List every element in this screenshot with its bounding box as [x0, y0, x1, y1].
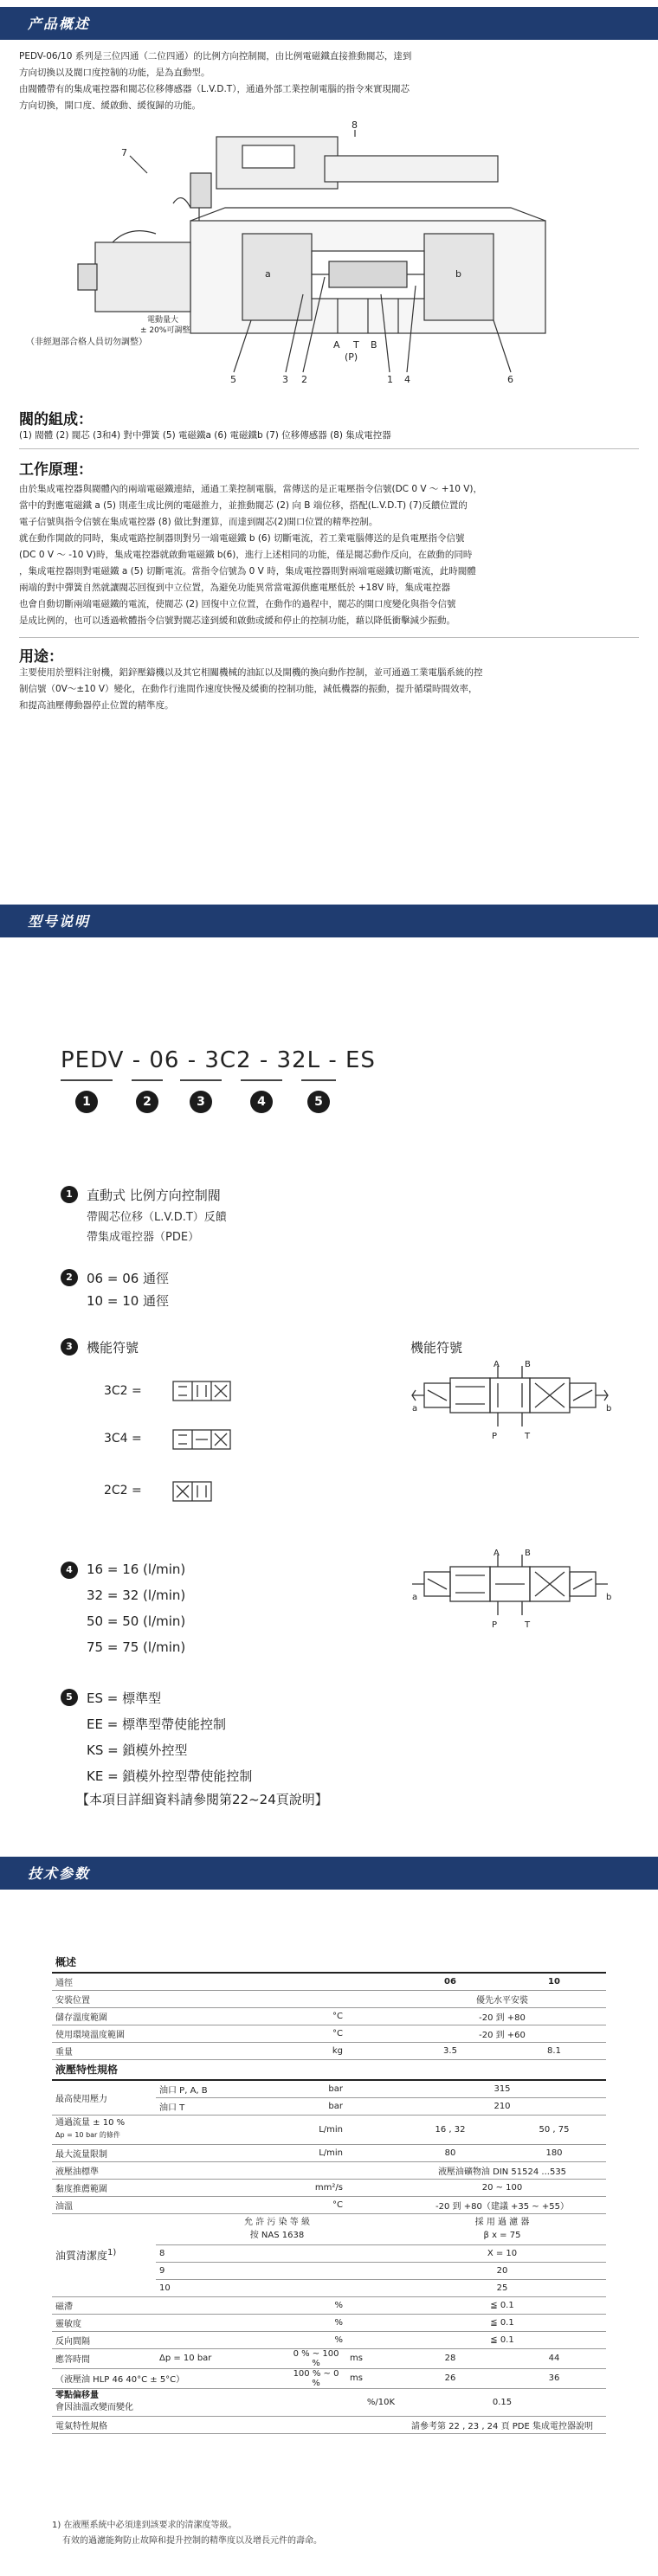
item1-sub: 帶集成電控器（PDE） — [87, 1231, 200, 1244]
diagram-label: a — [265, 268, 271, 280]
clean-head-line: 採 用 過 濾 器 — [474, 2218, 530, 2227]
item2-marker: 2 — [61, 1269, 78, 1286]
cell: 210 — [398, 2097, 606, 2115]
spec-row — [52, 2213, 606, 2244]
specs-banner — [0, 1857, 658, 1890]
divider — [19, 637, 639, 638]
overview-banner — [0, 7, 658, 40]
clean-head-line: 按 NAS 1638 — [249, 2231, 305, 2240]
diagram-label: 3 — [282, 374, 288, 385]
flow-option: 50 = 50 (l/min) — [87, 1613, 186, 1629]
item2-line: 06 = 06 通徑 — [87, 1271, 170, 1286]
valve-section-diagram — [26, 121, 632, 398]
marker-2: 2 — [136, 1091, 158, 1113]
diagram-label: b — [455, 268, 461, 280]
type-option: ES = 標準型 — [87, 1690, 162, 1706]
diagram-label: 6 — [507, 374, 513, 385]
symbol-code: 3C2 = — [104, 1384, 142, 1398]
diagram-note: （非經迴部合格人員切勿調整） — [26, 338, 147, 347]
port-label: a — [412, 1404, 418, 1414]
flow-option: 16 = 16 (l/min) — [87, 1562, 186, 1577]
clean-head-line: 允 許 污 染 等 級 — [244, 2218, 310, 2227]
spec-section — [52, 2059, 606, 2080]
port-label: a — [412, 1593, 418, 1602]
spec-section — [52, 1952, 606, 1973]
item3-title-right: 機能符號 — [410, 1340, 463, 1356]
type-option: KS = 鎖模外控型 — [87, 1742, 188, 1758]
principle-line: 是成比例的，也可以透過軟體指令信號對閥芯達到緩和啟動或緩和停止的控制功能，藉以降低衝擊減少振動。 — [19, 615, 455, 626]
sub-label: Δp = 10 bar — [156, 2348, 286, 2368]
principle-line: 就在動作開啟的同時，集成電路控制器則對另一端電磁鐵 b (6) 切斷電流，若工業電腦傳送的是負電壓指令信號 — [19, 533, 465, 544]
spec-row — [52, 2296, 606, 2314]
divider — [19, 448, 639, 449]
unit: bar — [286, 2097, 346, 2115]
cell: 20 ~ 100 — [398, 2179, 606, 2196]
row-label — [52, 2213, 156, 2296]
section-title: 概述 — [52, 1952, 606, 1973]
sub-label: 100 % ~ 0 % — [286, 2368, 346, 2388]
row-label: 應答時間 — [52, 2348, 156, 2368]
clean-head — [156, 2213, 398, 2244]
item3-title: 機能符號 — [87, 1340, 139, 1356]
row-label: 磁滯 — [52, 2296, 286, 2314]
spec-table — [52, 1952, 606, 2434]
row-label: 安裝位置 — [52, 1990, 156, 2007]
unit: kg — [286, 2042, 346, 2059]
cell: 9 — [156, 2262, 398, 2279]
unit: ms — [346, 2368, 398, 2388]
footnote: 有效的過濾能夠防止故障和提升控制的精準度以及增長元件的壽命。 — [62, 2536, 322, 2546]
diagram-callout: ± 20%可調整 — [140, 326, 190, 335]
cell: -20 到 +80（建議 +35 ~ +55） — [398, 2196, 606, 2213]
unit: L/min — [286, 2115, 346, 2144]
cell: 36 — [502, 2368, 606, 2388]
cell: -20 到 +60 — [398, 2025, 606, 2042]
row-label: 通徑 — [52, 1973, 156, 1990]
port-label: B — [525, 1360, 531, 1369]
diagram-label: 5 — [230, 374, 236, 385]
code-underline — [180, 1079, 222, 1081]
flow-option: 75 = 75 (l/min) — [87, 1639, 186, 1655]
diagram-label: 1 — [387, 374, 393, 385]
principle-title: 工作原理： — [19, 461, 93, 479]
port-label: b — [606, 1404, 612, 1414]
unit: % — [286, 2331, 346, 2348]
diagram-label: A — [333, 339, 340, 351]
clean-head — [398, 2213, 606, 2244]
cell: -20 到 +80 — [398, 2007, 606, 2025]
principle-line: 電子信號與指令信號在集成電控器 (8) 做比對運算，而達到閥芯(2)開口位置的精準控制。 — [19, 517, 378, 527]
cell: ≦ 0.1 — [398, 2314, 606, 2331]
function-symbol-2 — [398, 1548, 632, 1634]
type-note: 【本項目詳細資料請參閱第22~24頁說明】 — [76, 1792, 328, 1807]
sub-label: 油口 P, A, B — [156, 2080, 286, 2097]
cell: 26 — [398, 2368, 502, 2388]
cell: 0.15 — [398, 2388, 606, 2416]
cell: 10 — [156, 2279, 398, 2296]
spec-row — [52, 1973, 606, 1990]
cell: 8 — [156, 2244, 398, 2262]
cell: 10 — [502, 1973, 606, 1990]
intro-line: PEDV-06/10 系列是三位四通（二位四通）的比例方向控制閥，由比例電磁鐵直接推動閥芯，達到 — [19, 51, 412, 61]
spec-row — [52, 2196, 606, 2213]
section-title: 液壓特性規格 — [52, 2059, 606, 2080]
code-underline — [241, 1079, 282, 1081]
cell: 180 — [502, 2144, 606, 2161]
unit: °C — [286, 2196, 346, 2213]
item2-line: 10 = 10 通徑 — [87, 1293, 170, 1309]
usage-line: 制信號（0V～±10 V）變化，在動作行進間作速度快慢及緩衝的控制功能，減低機器的振動，提升循環時間效率， — [19, 684, 478, 694]
type-option: KE = 鎖模外控型帶使能控制 — [87, 1768, 253, 1784]
spec-row — [52, 2179, 606, 2196]
diagram-label: T — [353, 339, 359, 351]
principle-line: ，集成電控器則對電磁鐵 a (5) 切斷電流。當指令信號為 0 V 時，集成電控器則對兩端電磁鐵切斷電流，此時閥體 — [19, 566, 476, 576]
principle-text — [19, 481, 639, 629]
usage-line: 和提高油壓傳動器停止位置的精準度。 — [19, 700, 174, 711]
cell: 20 — [398, 2262, 606, 2279]
row-label: 油溫 — [52, 2196, 286, 2213]
flow-label: 通過流量 ± 10 % — [55, 2118, 126, 2128]
port-label: T — [525, 1620, 531, 1630]
principle-line: (DC 0 V ～ -10 V)時，集成電控器就啟動電磁鐵 b(6)，進行上述相同的功能，僅是閥芯動作反向，在啟動的同時 — [19, 550, 473, 560]
footnote: 1) 在液壓系統中必須達到該要求的清潔度等級。 — [52, 2521, 237, 2530]
row-label — [52, 2388, 286, 2416]
item5-marker: 5 — [61, 1689, 78, 1706]
cell: ≦ 0.1 — [398, 2296, 606, 2314]
item4-marker: 4 — [61, 1562, 78, 1579]
specs-title: 技术参数 — [28, 1865, 91, 1882]
unit: ms — [346, 2348, 398, 2368]
spec-row — [52, 2161, 606, 2179]
cell: 8.1 — [502, 2042, 606, 2059]
port-label: P — [492, 1432, 498, 1441]
usage-title: 用途： — [19, 648, 63, 666]
intro-line: 方向切換以及閥口度控制的功能，是為直動型。 — [19, 68, 210, 78]
model-code: PEDV - 06 - 3C2 - 32L - ES — [61, 1047, 376, 1073]
principle-line: 也會自動切斷兩端電磁鐵的電流，使閥芯 (2) 回復中立位置，在動作的過程中，閥芯的開口度變化與指令信號 — [19, 599, 456, 609]
principle-line: 兩端的對中彈簧自然就讓閥芯回復到中立位置，為避免功能異常當電源供應電壓低於 +18V 時，集成電控器 — [19, 583, 451, 593]
overview-title: 产品概述 — [28, 16, 91, 32]
spec-row — [52, 2388, 606, 2416]
unit: L/min — [286, 2144, 346, 2161]
code-underline — [301, 1079, 336, 1081]
diagram-label: (P) — [345, 351, 358, 363]
spec-row — [52, 2368, 606, 2388]
cell: 28 — [398, 2348, 502, 2368]
port-label: b — [606, 1593, 612, 1602]
unit: °C — [286, 2025, 346, 2042]
usage-text — [19, 665, 639, 714]
unit: % — [286, 2314, 346, 2331]
cell: ≦ 0.1 — [398, 2331, 606, 2348]
flow-label2: Δp = 10 bar 的條件 — [55, 2131, 120, 2139]
spec-row — [52, 2025, 606, 2042]
cell: 優先水平安裝 — [398, 1990, 606, 2007]
mini-symbols — [171, 1380, 241, 1510]
type-option: EE = 標準型帶使能控制 — [87, 1716, 227, 1732]
cell: 液壓油礦物油 DIN 51524 ...535 — [398, 2161, 606, 2179]
symbol-code: 3C4 = — [104, 1432, 142, 1446]
unit: bar — [286, 2080, 346, 2097]
row-label: 儲存溫度範圍 — [52, 2007, 156, 2025]
spec-row — [52, 2348, 606, 2368]
cell: 50 , 75 — [502, 2115, 606, 2144]
zero-label: 零點偏移量 — [55, 2391, 99, 2400]
intro-line: 由閥體帶有的集成電控器和閥芯位移傳感器（L.V.D.T），通過外部工業控制電腦的指令來實現閥芯 — [19, 84, 410, 94]
spec-row — [52, 1990, 606, 2007]
principle-line: 由於集成電控器與閥體內的兩端電磁鐵連結，通過工業控制電腦，當傳送的是正電壓指令信號(DC 0 V ～ +10 V)， — [19, 484, 483, 494]
sub-label: 0 % ~ 100 % — [286, 2348, 346, 2368]
composition-text: (1) 閥體 (2) 閥芯 (3和4) 對中彈簧 (5) 電磁鐵a (6) 電磁鐵b (7) 位移傳感器 (8) 集成電控器 — [19, 430, 391, 441]
spec-row — [52, 2042, 606, 2059]
cell: 44 — [502, 2348, 606, 2368]
item1-sub: 帶閥芯位移（L.V.D.T）反饋 — [87, 1211, 227, 1224]
cell: 315 — [398, 2080, 606, 2097]
spec-row — [52, 2007, 606, 2025]
row-label: 最高使用壓力 — [52, 2080, 156, 2115]
row-label: 使用環境溫度範圍 — [52, 2025, 156, 2042]
diagram-callout: 電動量大 — [147, 316, 179, 325]
row-label: 反向間隔 — [52, 2331, 286, 2348]
row-label: 靈敏度 — [52, 2314, 286, 2331]
marker-3: 3 — [190, 1091, 212, 1113]
cell: 25 — [398, 2279, 606, 2296]
item1-title: 直動式 比例方向控制閥 — [87, 1188, 221, 1203]
diagram-label: B — [371, 339, 377, 351]
code-underline — [61, 1079, 113, 1081]
port-label: B — [525, 1549, 531, 1558]
item3-marker: 3 — [61, 1338, 78, 1356]
diagram-label: 2 — [301, 374, 307, 385]
marker-1: 1 — [75, 1091, 98, 1113]
cell: 06 — [398, 1973, 502, 1990]
usage-line: 主要使用於塑料注射機，鋁鋅壓鑄機以及其它相關機械的油缸以及開機的換向動作控制，並可通過工業電腦系統的控 — [19, 667, 483, 678]
intro-line: 方向切換，開口度、緩啟動、緩復歸的功能。 — [19, 100, 201, 111]
cell: 請參考第 22 , 23 , 24 頁 PDE 集成電控器說明 — [398, 2416, 606, 2433]
clean-label: 油質清潔度 — [55, 2249, 108, 2262]
cell: 3.5 — [398, 2042, 502, 2059]
row-label — [52, 2115, 286, 2144]
unit: %/10K — [286, 2388, 398, 2416]
sub-label: 油口 T — [156, 2097, 286, 2115]
unit: °C — [286, 2007, 346, 2025]
clean-head-line: β x = 75 — [483, 2231, 521, 2240]
port-label: A — [494, 1549, 500, 1558]
cell: X = 10 — [398, 2244, 606, 2262]
code-underline — [132, 1079, 163, 1081]
model-banner — [0, 905, 658, 937]
spec-row — [52, 2314, 606, 2331]
marker-4: 4 — [250, 1091, 273, 1113]
spec-row — [52, 2115, 606, 2144]
port-label: P — [492, 1620, 498, 1630]
diagram-label: 4 — [404, 374, 410, 385]
item1-marker: 1 — [61, 1186, 78, 1203]
zero-label2: 會因油溫改變而變化 — [55, 2403, 133, 2412]
flow-option: 32 = 32 (l/min) — [87, 1587, 186, 1603]
symbol-code: 2C2 = — [104, 1484, 142, 1497]
principle-line: 當中的對應電磁鐵 a (5) 則產生成比例的電磁推力，並推動閥芯 (2) 向 B 端位移，搭配(L.V.D.T) (7)反饋位置的 — [19, 500, 468, 511]
row-label: 黏度推薦範圍 — [52, 2179, 286, 2196]
row-label: 電氣特性規格 — [52, 2416, 398, 2433]
composition-title: 閥的組成： — [19, 411, 93, 428]
spec-row — [52, 2416, 606, 2433]
footnote-ref: 1) — [107, 2247, 117, 2257]
diagram-label: 7 — [121, 147, 127, 158]
port-label: A — [494, 1360, 500, 1369]
spec-row — [52, 2331, 606, 2348]
row-label: 最大流量限制 — [52, 2144, 286, 2161]
marker-5: 5 — [307, 1091, 330, 1113]
intro-text — [19, 48, 639, 114]
unit: mm²/s — [286, 2179, 346, 2196]
port-label: T — [525, 1432, 531, 1441]
diagram-label: 8 — [352, 121, 358, 131]
function-symbol-3pos — [398, 1359, 632, 1446]
spec-row — [52, 2144, 606, 2161]
cell: 16 , 32 — [398, 2115, 502, 2144]
row-label: 重量 — [52, 2042, 156, 2059]
model-title: 型号说明 — [28, 913, 91, 930]
row-label: 液壓油標準 — [52, 2161, 286, 2179]
cell: 80 — [398, 2144, 502, 2161]
sub-label: （液壓油 HLP 46 40°C ± 5°C） — [52, 2368, 286, 2388]
unit: % — [286, 2296, 346, 2314]
spec-row — [52, 2080, 606, 2097]
